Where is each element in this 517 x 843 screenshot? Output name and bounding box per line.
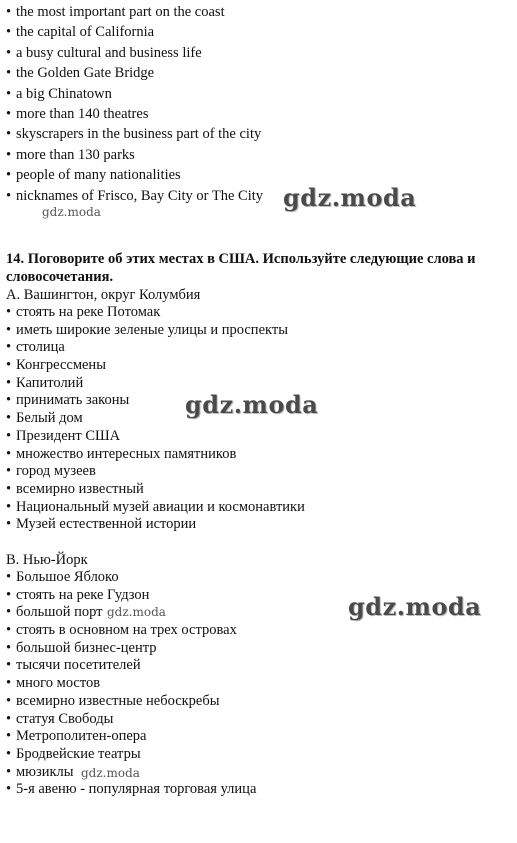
list-item: • мюзиклы [6, 763, 74, 780]
list-item: • Конгрессмены [6, 357, 106, 374]
list-item: • 5-я авеню - популярная торговая улица [6, 781, 257, 798]
list-item: • Большое Яблоко [6, 569, 119, 585]
list-item: • иметь широкие зеленые улицы и проспекты [6, 321, 288, 338]
list-item: • Белый дом [6, 410, 83, 427]
list-item: • много мостов [6, 675, 101, 692]
exercise-heading: 14. Поговорите об этих местах в США. Используйте следующие слова и словосочетания. [6, 251, 476, 285]
list-item: • a big Chinatown [6, 85, 112, 102]
watermark: gdz.moda [283, 183, 417, 212]
list-item: • статуя Свободы [6, 710, 114, 727]
list-item: • more than 140 theatres [6, 105, 149, 122]
list-item: • Национальный музей авиации и космонавтики [6, 498, 305, 515]
list-item: • Музей естественной истории [6, 516, 197, 533]
list-item: • people of many nationalities [6, 167, 181, 184]
list-item: • more than 130 parks [6, 146, 135, 163]
list-item: • принимать законы [6, 392, 130, 409]
list-item: • Метрополитен-опера [6, 728, 147, 745]
list-item: • большой бизнес-центр [6, 639, 157, 656]
list-item: • стоять на реке Потомак [6, 304, 161, 320]
watermark-small: gdz.moda [81, 766, 140, 780]
list-item: • the capital of California [6, 24, 155, 41]
list-item: • столица [6, 339, 65, 356]
list-item: • the Golden Gate Bridge [6, 65, 155, 82]
watermark: gdz.moda [185, 390, 319, 419]
watermark-small: gdz.moda [42, 205, 101, 219]
watermark-small: gdz.moda [107, 605, 166, 619]
list-item: • большой порт [6, 604, 103, 621]
list-item: • город музеев [6, 463, 96, 480]
list-item: • a busy cultural and business life [6, 44, 202, 61]
watermark: gdz.moda [348, 592, 482, 621]
list-item: • множество интересных памятников [6, 445, 237, 462]
new-york-word-list [6, 569, 256, 799]
list-item: • всемирно известные небоскребы [6, 692, 220, 709]
list-item: • всемирно известный [6, 480, 144, 497]
list-item: • стоять в основном на трех островах [6, 622, 237, 639]
section-a-label: А. Вашингтон, округ Колумбия [6, 287, 201, 303]
list-item: • skyscrapers in the business part of the city [6, 126, 262, 143]
list-item: • Капитолий [6, 374, 84, 391]
list-item: • тысячи посетителей [6, 657, 141, 674]
list-item: • the most important part on the coast [6, 4, 225, 20]
san-francisco-word-list [6, 2, 263, 206]
list-item: • Бродвейские театры [6, 745, 141, 762]
section-b-label: В. Нью-Йорк [6, 552, 88, 568]
list-item: • Президент США [6, 427, 121, 444]
list-item: • nicknames of Frisco, Bay City or The City [6, 187, 264, 204]
list-item: • стоять на реке Гудзон [6, 586, 150, 603]
